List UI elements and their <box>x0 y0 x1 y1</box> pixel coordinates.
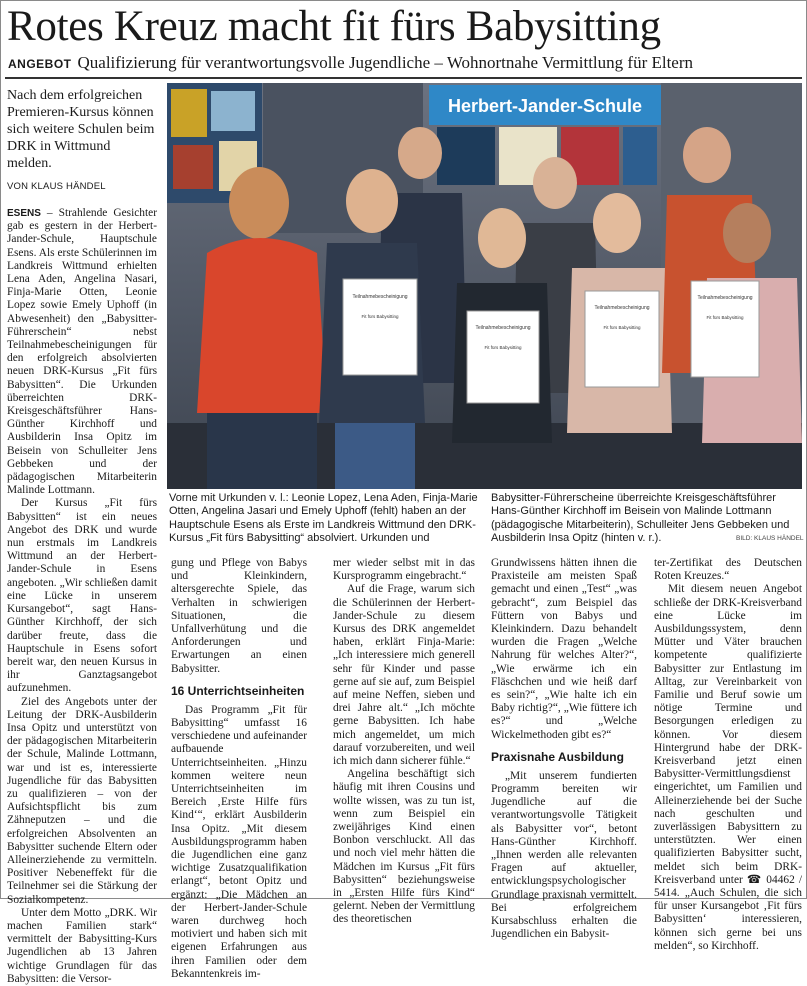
paragraph: mer wieder selbst mit in das Kursprogramm eingebracht.“ <box>333 557 475 583</box>
dateline-place: ESENS <box>7 208 41 219</box>
kicker-label: ANGEBOT <box>8 57 72 71</box>
svg-text:Teilnahmebescheinigung: Teilnahmebescheinigung <box>475 325 531 331</box>
certificate-1 <box>343 279 417 375</box>
photo-caption-right: Babysitter-Führerscheine überreichte Kreisgeschäftsführer Hans-Günther Kirchhoff im Beisein von Malinde Lottmann (pädagogische Mitarbeiterin), Schulleiter Jens Gebbeken und Ausbilderin Insa Opitz (hinten v. r.). <box>491 492 790 544</box>
teaser: Nach dem erfolgreichen Premieren-Kursus können sich weitere Schulen beim DRK in Wittmund melden. <box>7 88 155 171</box>
paragraph: Angelina beschäftigt sich häufig mit ihren Cousins und wollte wissen, was zu tun ist, wenn zum Beispiel ein zweijähriges Kind einen Bonbon verschluckt. All das und noch viel mehr hätten die Mädchen im Kursus „Fit fürs Babysitten“ beziehungsweise in „Ersten Hilfe fürs Kind“ gelernt. Neben der Vermittlung des theoretischen <box>333 768 475 926</box>
section-heading: 16 Unterrichtseinheiten <box>171 683 305 698</box>
banner-text: Herbert-Jander-Schule <box>447 96 643 116</box>
subheadline-row <box>8 53 803 74</box>
section-heading: Praxisnahe Ausbildung <box>491 749 624 764</box>
paragraph: Ziel des Angebots unter der Leitung der DRK-Ausbilderin Insa Opitz und unterstützt von der pädagogischen Mitarbeiterin der Schule, Malinde Lottmann, war und ist es, interessierte Jugendliche für das Babysitten zu qualifizieren – von der Aufsichtspflicht bis zum Zähneputzen – und die erfolgreichen Absolventen an Babysitter suchende Eltern oder Alleinerziehende zu vermitteln. Positiver Nebeneffekt für die Teilnehmer sei die Stärkung der Sozialkompetenz. <box>7 695 157 906</box>
paragraph: Der Kursus „Fit fürs Babysitten“ ist ein neues Angebot des DRK und wurde nun erstmals im Landkreis Wittmund an der Herbert-Jander-Schule in Esens angeboten. „Wir schließen damit eine Lücke in unserem Kursangebot“, sagt Hans-Günther Kirchhoff, der sich darüber freute, dass die Hauptschule in Esens sofort bereit war, den neuen Kursus in ihr Ganztagsangebot aufzunehmen. <box>7 497 157 695</box>
svg-text:Teilnahmebescheinigung: Teilnahmebescheinigung <box>594 305 650 311</box>
headline: Rotes Kreuz macht fit fürs Babysitting <box>7 3 661 50</box>
article-photo <box>167 83 802 489</box>
certificate-4 <box>691 281 759 377</box>
certificate-2 <box>467 311 539 403</box>
group-photo-illustration <box>167 83 802 489</box>
certificate-3 <box>585 291 659 387</box>
article-column-5 <box>654 557 802 952</box>
paragraph: Grundwissens hätten ihnen die Praxisteile am meisten Spaß gemacht und einen „Test“ „was gebracht“, zum Beispiel das Füttern von Babys und Kleinkindern. Dazu behandelt wurden die Fragen „Welche Nahrung für welches Alter?“, „Wie erwärme ich ein Fläschchen und wie heiß darf es sein?“, „Wie halte ich ein Baby richtig?“, „Wie füttere ich es?“ und „Welche Wickelmethoden gibt es?“ <box>491 557 637 741</box>
paragraph: „Mit unserem fundierten Programm bereiten wir Jugendliche auf die verantwortungsvolle Tätigkeit als Babysitter vor“, betont Hans-Günther Kirchhoff. „Ihnen werden alle relevanten Fragen auf aktueller, entwicklungspsychologischer Grundlage praxisnah vermittelt. Bei erfolgreichem Kursabschluss erhalten die Jugendlichen ein Babysit- <box>491 769 637 941</box>
header-rule <box>5 77 802 79</box>
photo-caption-left: Vorne mit Urkunden v. l.: Leonie Lopez, Lena Aden, Finja-Marie Otten, Angelina Jasari und Emely Uphoff (fehlt) haben an der Hauptschule Esens als Erste im Landkreis Wittmund den DRK-Kursus „Fit fürs Babysitting“ absolviert. Urkunden und <box>169 492 478 544</box>
svg-text:Fit fürs Babysitting: Fit fürs Babysitting <box>603 325 641 330</box>
svg-text:Fit fürs Babysitting: Fit fürs Babysitting <box>706 315 744 320</box>
paragraph: Das Programm „Fit für Babysitting“ umfasst 16 verschiedene und aufeinander aufbauende Unterrichtseinheiten. „Hinzu kommen weitere neun Unterrichtseinheiten im Bereich ‚Erste Hilfe fürs Kind‘“, erklärt Ausbilderin Insa Opitz. „Mit diesem Ausbildungsprogramm haben die Jugendlichen eine ganz wichtige Zusatzqualifikation erlangt“, betont Opitz und ergänzt: „Die Mädchen an der Herbert-Jander-Schule waren durchweg hoch motiviert und haben sich mit eigenen Erfahrungen aus ihren Familien oder dem Bekanntenkreis im- <box>171 703 307 980</box>
photo-credit: BILD: KLAUS HÄNDEL <box>736 535 804 542</box>
article-column-4 <box>491 557 637 941</box>
article-column-2 <box>171 557 307 980</box>
svg-text:Fit fürs Babysitting: Fit fürs Babysitting <box>484 345 522 350</box>
subheadline: Qualifizierung für verantwortungsvolle Jugendliche – Wohnortnahe Vermittlung für Eltern <box>77 53 694 72</box>
paragraph: Mit diesem neuen Angebot schließe der DRK-Kreisverband eine Lücke im Ausbildungssystem, denn Mütter und Väter brauchen kompetente qualifizierte Babysitter zur Entlastung im Alltag, zur Vereinbarkeit von Familie und Beruf sowie um nötige Termine und Besorgungen erledigen zu können. Vor diesem Hintergrund habe der DRK-Kreisverband jetzt einen Babysitter-Vermittlungsdienst eingerichtet, um Familien und Alleinerziehende bei der Suche nach geschulten und zuverlässigen Babysittern zu unterstützten. Wer einen qualifizierten Babysitter sucht, meldet sich beim DRK-Kreisverband unter ☎ 04462 / 5414. „Auch Schulen, die sich für unser Kursangebot ‚Fit fürs Babysitten‘ interessieren, können sich gerne bei uns melden“, so Kirchhoff. <box>654 583 802 952</box>
paragraph: Unter dem Motto „DRK. Wir machen Familien stark“ vermittelt der Babysitting-Kurs Jugendlichen ab 13 Jahren wichtige Grundlagen für das Babysitten: die Versor- <box>7 906 157 985</box>
paragraph: ter-Zertifikat des Deutschen Roten Kreuzes.“ <box>654 557 802 583</box>
paragraph: gung und Pflege von Babys und Kleinkindern, altersgerechte Spiele, das Verhalten in schwierigen Situationen, die Unfallverhütung und die Anforderungen und Erwartungen an einen Babysitter. <box>171 557 307 675</box>
svg-text:Fit fürs Babysitting: Fit fürs Babysitting <box>361 314 399 319</box>
article-column-1 <box>7 207 157 985</box>
paragraph: Auf die Frage, warum sich die Schülerinnen der Herbert-Jander-Schule zu diesem Kursus des DRK angemeldet haben, erklärt Finja-Marie: „Ich interessiere mich generell sehr für Kinder und passe gerne auf sie auf, zum Beispiel auf meine Neffen, sieben und drei Jahre alt.“ „Ich möchte gerne Babysitten. Ich habe mich angemeldet, um mich darauf vorzubereiten, und weil ich mich dann sicherer fühle.“ <box>333 583 475 768</box>
article-column-3 <box>333 557 475 926</box>
paragraph: ESENS – Strahlende Gesichter gab es gestern in der Herbert-Jander-Schule, Hauptschule Esens. Als erste Schülerinnen im Landkreis Wittmund erhielten Lena Aden, Angelina Nasari, Finja-Marie Otten, Leonie Lopez sowie Emely Uphoff (in Abwesenheit) den „Babysitter-Führerschein“ nebst Teilnahmebescheinigungen für den erfolgreich absolvierten neuen DRK-Kursus „Fit fürs Babysitten“. Die Urkunden überreichten DRK-Kreisgeschäftsführer Hans-Günther Kirchhoff und Ausbilderin Insa Opitz im Beisein von Schulleiter Jens Gebbeken und der pädagogischen Mitarbeiterin Malinde Lottmann. <box>7 207 157 497</box>
author-byline: VON KLAUS HÄNDEL <box>7 181 106 192</box>
svg-text:Teilnahmebescheinigung: Teilnahmebescheinigung <box>352 294 408 300</box>
svg-text:Teilnahmebescheinigung: Teilnahmebescheinigung <box>697 295 753 301</box>
